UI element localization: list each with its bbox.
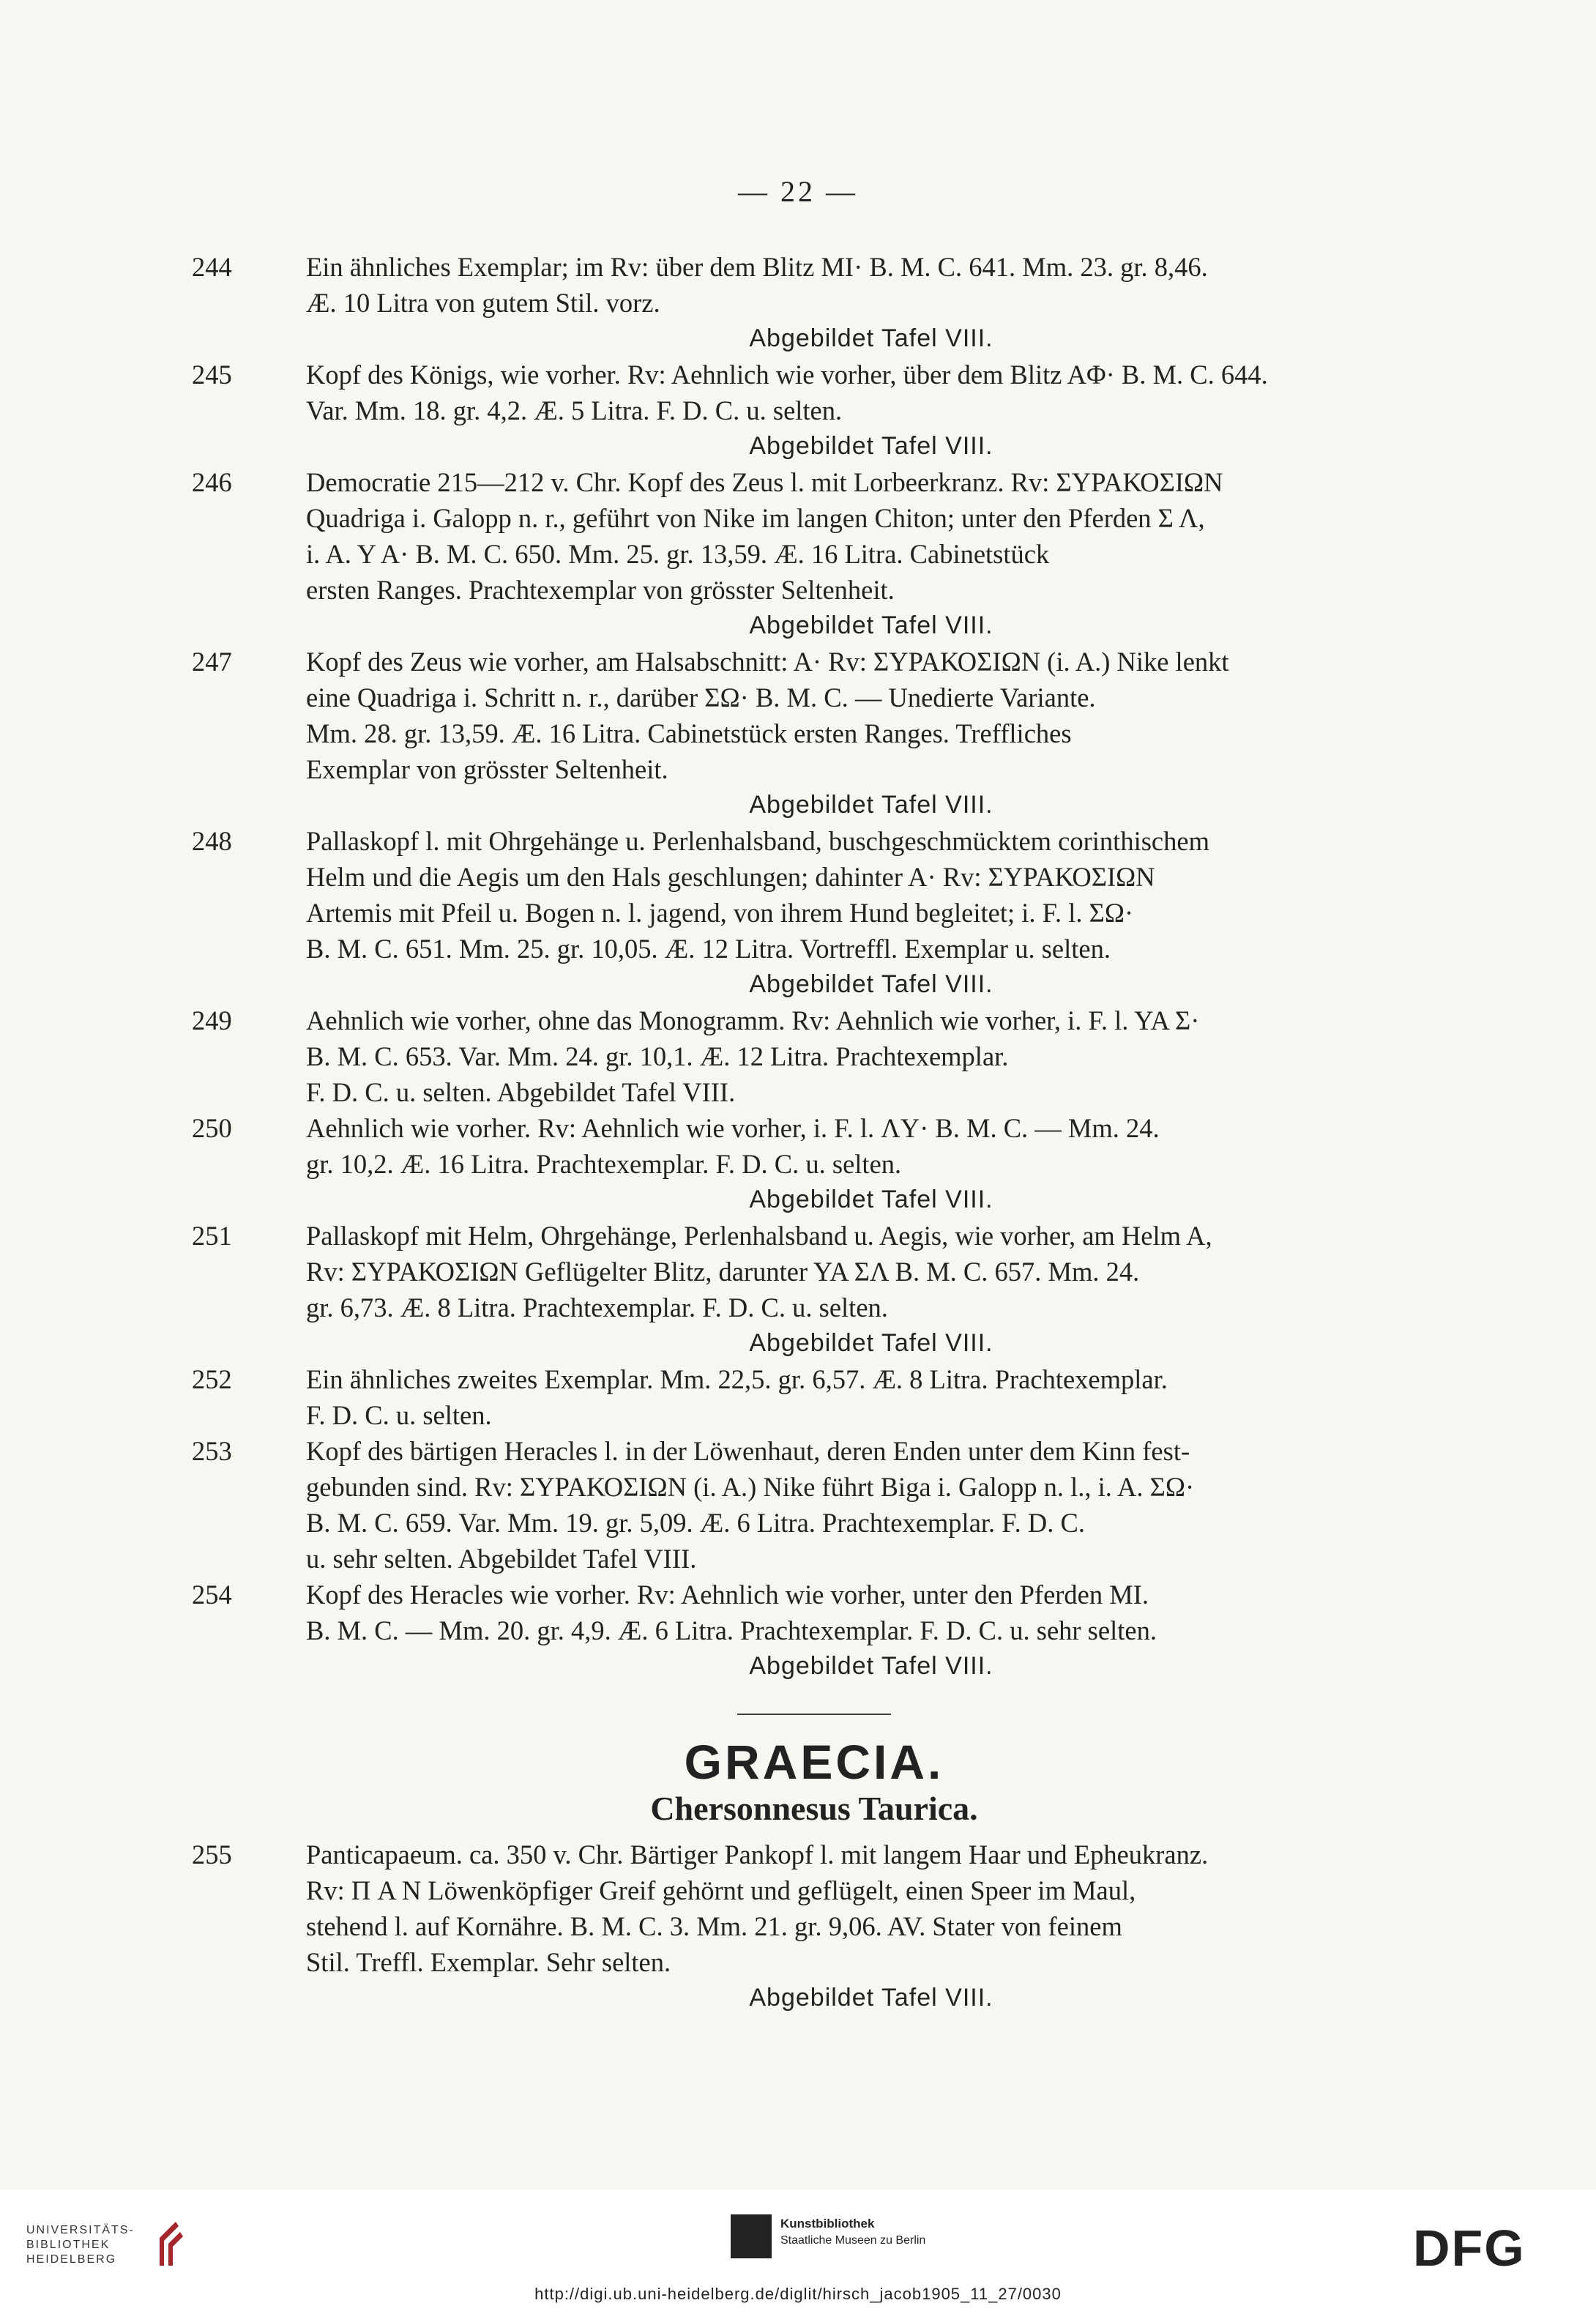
entry-list [192,249,1436,1684]
entry-number: 245 [192,360,232,390]
entry-line: Helm und die Aegis um den Hals geschlungen; dahinter A· Rv: ΣΥΡΑΚΟΣΙΩΝ [306,862,1155,892]
entry-line: u. sehr selten. Abgebildet Tafel VIII. [306,1544,697,1574]
plate-reference: Abgebildet Tafel VIII. [749,1652,993,1680]
entry-line: Stil. Treffl. Exemplar. Sehr selten. [306,1947,671,1977]
catalogue-entry-247 [192,644,1436,823]
entry-line: B. M. C. 653. Var. Mm. 24. gr. 10,1. Æ. 12 Litra. Prachtexemplar. [306,1041,1009,1071]
entry-line: Panticapaeum. ca. 350 v. Chr. Bärtiger Pankopf l. mit langem Haar und Epheukranz. [306,1839,1209,1870]
ub-logo-line: UNIVERSITÄTS- [26,2224,135,2236]
entry-line: gr. 6,73. Æ. 8 Litra. Prachtexemplar. F. D. C. u. selten. [306,1292,888,1322]
kb-subtitle: Staatliche Museen zu Berlin [780,2234,926,2247]
catalogue-entry-253 [192,1433,1436,1577]
ub-logo-line: HEIDELBERG [26,2253,117,2266]
entry-line: i. A. Y A· B. M. C. 650. Mm. 25. gr. 13,59. Æ. 16 Litra. Cabinetstück [306,539,1050,569]
entry-line: Kopf des Zeus wie vorher, am Halsabschnitt: A· Rv: ΣΥΡΑΚΟΣΙΩΝ (i. A.) Nike lenkt [306,647,1229,677]
entry-line: ersten Ranges. Prachtexemplar von grösster Seltenheit. [306,575,895,605]
entry-number: 252 [192,1364,232,1394]
entry-line: F. D. C. u. selten. Abgebildet Tafel VIII. [306,1077,736,1107]
kunstbibliothek-logo-icon [731,2214,772,2258]
catalogue-text [192,249,1436,2016]
entry-line: Democratie 215—212 v. Chr. Kopf des Zeus l. mit Lorbeerkranz. Rv: ΣΥΡΑΚΟΣΙΩΝ [306,467,1223,497]
catalogue-entry-251 [192,1218,1436,1361]
entry-line: Pallaskopf l. mit Ohrgehänge u. Perlenhalsband, buschgeschmücktem corinthischem [306,826,1209,856]
entry-number: 249 [192,1005,232,1035]
entry-line: B. M. C. — Mm. 20. gr. 4,9. Æ. 6 Litra. Prachtexemplar. F. D. C. u. sehr selten. [306,1615,1157,1645]
entry-line: Pallaskopf mit Helm, Ohrgehänge, Perlenhalsband u. Aegis, wie vorher, am Helm A, [306,1221,1212,1251]
section-divider [737,1714,891,1715]
entry-line: Exemplar von grösster Seltenheit. [306,754,668,784]
catalogue-entry-248 [192,823,1436,1002]
entry-number: 253 [192,1436,232,1466]
entry-line: Artemis mit Pfeil u. Bogen n. l. jagend, von ihrem Hund begleitet; i. F. l. ΣΩ· [306,898,1134,928]
entry-line: gebunden sind. Rv: ΣΥΡΑΚΟΣΙΩΝ (i. A.) Nike führt Biga i. Galopp n. l., i. A. ΣΩ· [306,1472,1195,1502]
entry-line: Ein ähnliches zweites Exemplar. Mm. 22,5. gr. 6,57. Æ. 8 Litra. Prachtexemplar. [306,1364,1168,1394]
entry-line: stehend l. auf Kornähre. B. M. C. 3. Mm. 21. gr. 9,06. AV. Stater von feinem [306,1911,1122,1941]
entry-line: Aehnlich wie vorher. Rv: Aehnlich wie vorher, i. F. l. ΛY· B. M. C. — Mm. 24. [306,1113,1160,1143]
entry-line: Rv: ΣΥΡΑΚΟΣΙΩΝ Geflügelter Blitz, darunter YA ΣΛ B. M. C. 657. Mm. 24. [306,1257,1140,1287]
plate-reference: Abgebildet Tafel VIII. [749,1984,993,2012]
plate-reference: Abgebildet Tafel VIII. [749,432,993,460]
catalogue-entry-246 [192,464,1436,644]
entry-line: Rv: Π A N Löwenköpfiger Greif gehörnt und geflügelt, einen Speer im Maul, [306,1875,1136,1905]
kunstbibliothek-logo[interactable] [780,2216,925,2249]
section-title: GRAECIA. [684,1735,944,1789]
entry-number: 254 [192,1580,232,1610]
catalogue-entry-252 [192,1361,1436,1433]
entry-line: Æ. 10 Litra von gutem Stil. vorz. [306,288,660,318]
entry-number: 250 [192,1113,232,1143]
entry-line: B. M. C. 651. Mm. 25. gr. 10,05. Æ. 12 Litra. Vortreffl. Exemplar u. selten. [306,934,1111,964]
catalogue-entry-250 [192,1110,1436,1218]
section-subtitle: Chersonnesus Taurica. [650,1790,978,1827]
entry-line: F. D. C. u. selten. [306,1400,492,1430]
entry-number: 246 [192,467,232,497]
plate-reference: Abgebildet Tafel VIII. [749,970,993,998]
entry-line: eine Quadriga i. Schritt n. r., darüber ΣΩ· B. M. C. — Unedierte Variante. [306,682,1096,713]
entry-line: gr. 10,2. Æ. 16 Litra. Prachtexemplar. F. D. C. u. selten. [306,1149,902,1179]
entry-line: Var. Mm. 18. gr. 4,2. Æ. 5 Litra. F. D. C. u. selten. [306,395,843,425]
plate-reference: Abgebildet Tafel VIII. [749,611,993,639]
permalink-url[interactable]: http://digi.ub.uni-heidelberg.de/diglit/hirsch_jacob1905_11_27/0030 [534,2285,1062,2303]
ub-heidelberg-logo[interactable] [26,2223,135,2267]
catalogue-entry-244 [192,249,1436,357]
catalogue-entry-255 [192,1837,1436,2016]
entry-number: 247 [192,647,232,677]
entry-number: 248 [192,826,232,856]
entry-line: Aehnlich wie vorher, ohne das Monogramm. Rv: Aehnlich wie vorher, i. F. l. YA Σ· [306,1005,1200,1035]
kb-title: Kunstbibliothek [780,2217,875,2231]
dfg-logo[interactable]: DFG [1413,2220,1526,2277]
entry-number: 251 [192,1221,232,1251]
catalogue-entry-245 [192,357,1436,464]
plate-reference: Abgebildet Tafel VIII. [749,1186,993,1213]
entry-line: Ein ähnliches Exemplar; im Rv: über dem Blitz MI· B. M. C. 641. Mm. 23. gr. 8,46. [306,252,1208,282]
entry-line: Kopf des bärtigen Heracles l. in der Löwenhaut, deren Enden unter dem Kinn fest- [306,1436,1190,1466]
entry-line: Mm. 28. gr. 13,59. Æ. 16 Litra. Cabinetstück ersten Ranges. Treffliches [306,718,1072,748]
catalogue-entry-254 [192,1577,1436,1684]
plate-reference: Abgebildet Tafel VIII. [749,1329,993,1357]
catalogue-entry-249 [192,1002,1436,1110]
ub-emblem-icon [154,2219,186,2270]
plate-reference: Abgebildet Tafel VIII. [749,791,993,819]
plate-reference: Abgebildet Tafel VIII. [749,324,993,352]
entry-number: 244 [192,252,232,282]
page-number: — 22 — [738,175,858,208]
entry-line: B. M. C. 659. Var. Mm. 19. gr. 5,09. Æ. 6 Litra. Prachtexemplar. F. D. C. [306,1508,1085,1538]
entry-line: Kopf des Königs, wie vorher. Rv: Aehnlich wie vorher, über dem Blitz AΦ· B. M. C. 644. [306,360,1268,390]
entry-line: Quadriga i. Galopp n. r., geführt von Nike im langen Chiton; unter den Pferden Σ Λ, [306,503,1205,533]
entry-number: 255 [192,1839,232,1870]
entry-line: Kopf des Heracles wie vorher. Rv: Aehnlich wie vorher, unter den Pferden MI. [306,1580,1149,1610]
ub-logo-line: BIBLIOTHEK [26,2239,111,2251]
digitization-footer [0,2190,1596,2314]
